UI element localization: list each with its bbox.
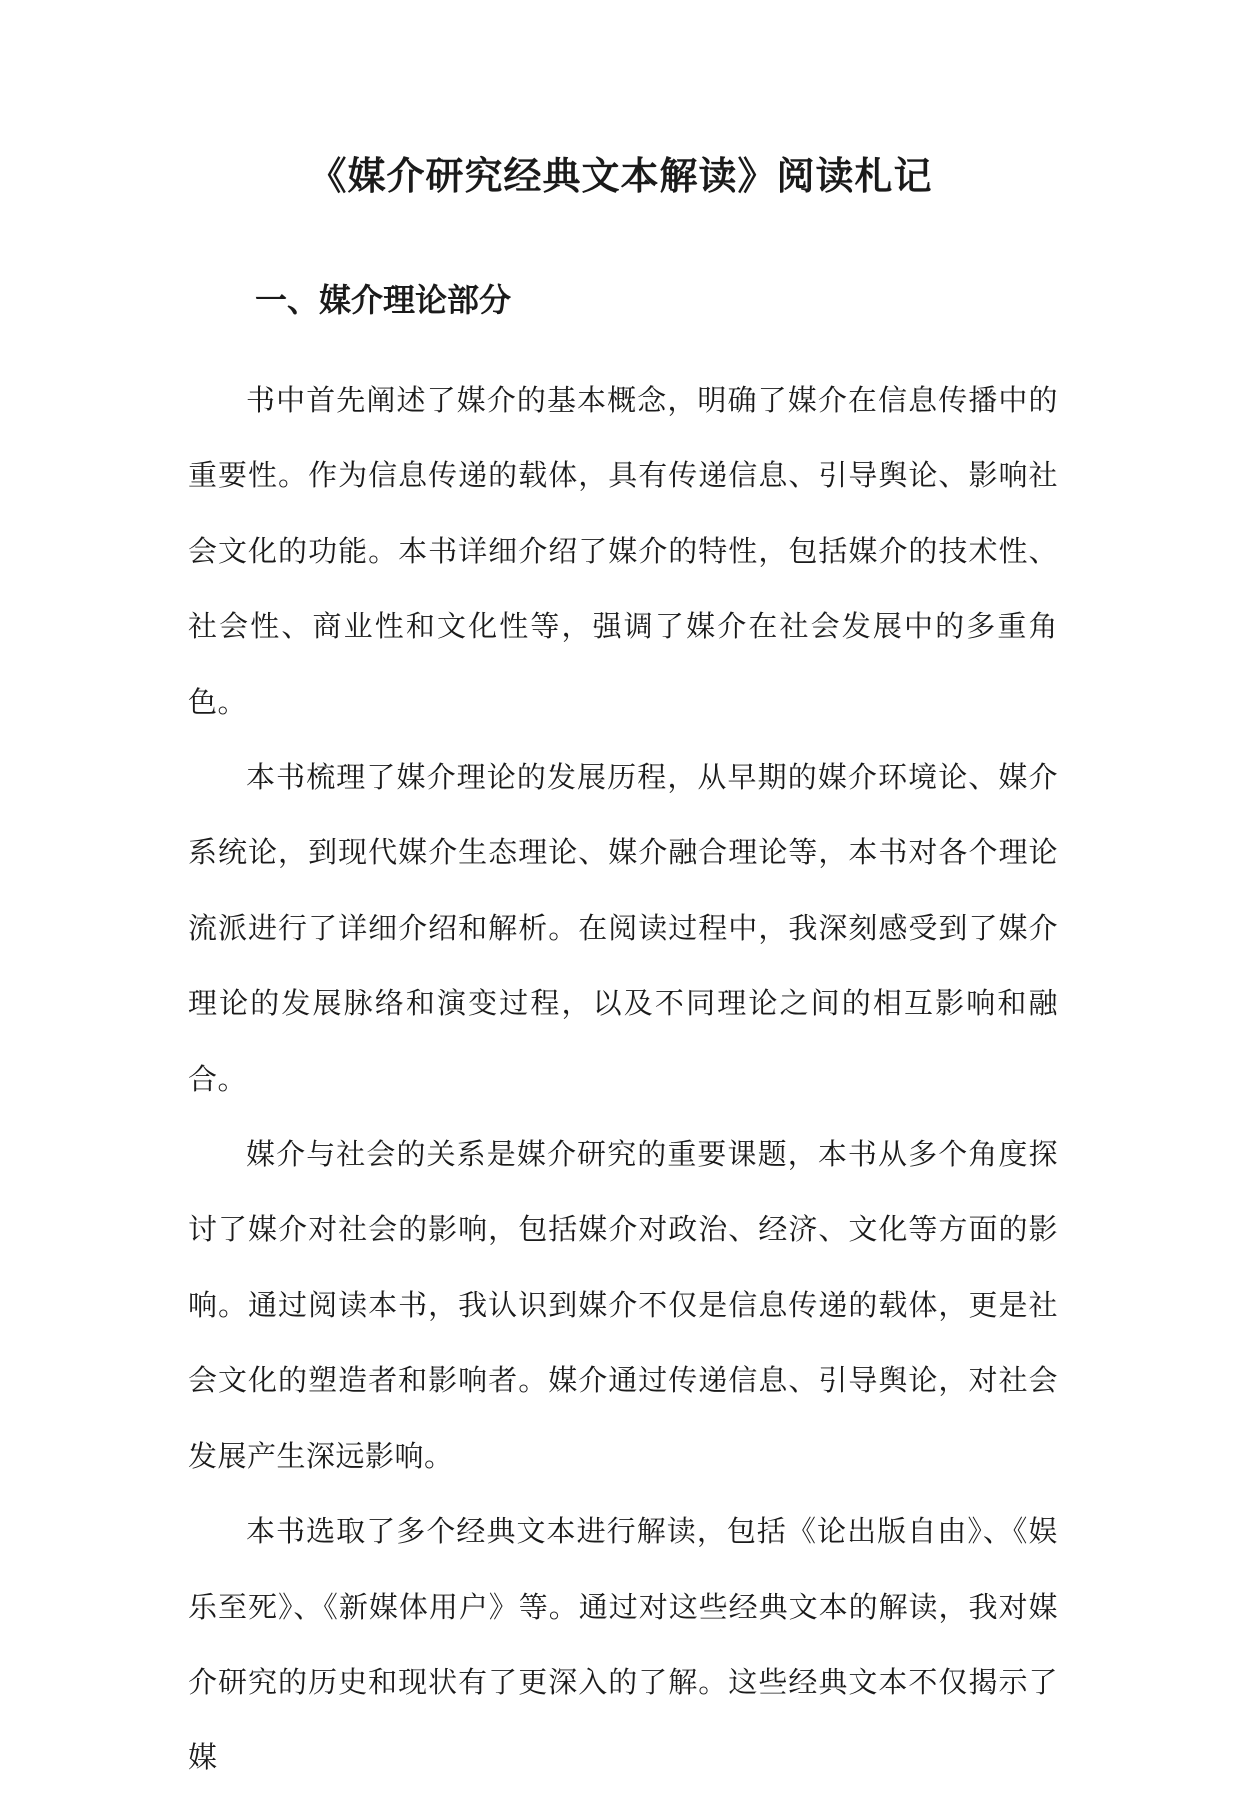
paragraph: 书中首先阐述了媒介的基本概念，明确了媒介在信息传播中的重要性。作为信息传递的载体，具有传递信息、引导舆论、影响社会文化的功能。本书详细介绍了媒介的特性，包括媒介的技术性、社会性、商业性和文化性等，强调了媒介在社会发展中的多重角色。 bbox=[188, 383, 1058, 719]
document-title: 《媒介研究经典文本解读》阅读札记 bbox=[308, 154, 933, 198]
body-text bbox=[188, 363, 1058, 1796]
paragraph: 媒介与社会的关系是媒介研究的重要课题，本书从多个角度探讨了媒介对社会的影响，包括媒介对政治、经济、文化等方面的影响。通过阅读本书，我认识到媒介不仅是信息传递的载体，更是社会文化的塑造者和影响者。媒介通过传递信息、引导舆论，对社会发展产生深远影响。 bbox=[188, 1137, 1058, 1473]
paragraph: 本书选取了多个经典文本进行解读，包括《论出版自由》、《娱乐至死》、《新媒体用户》等。通过对这些经典文本的解读，我对媒介研究的历史和现状有了更深入的了解。这些经典文本不仅揭示了媒 bbox=[188, 1514, 1058, 1775]
paragraph: 本书梳理了媒介理论的发展历程，从早期的媒介环境论、媒介系统论，到现代媒介生态理论、媒介融合理论等，本书对各个理论流派进行了详细介绍和解析。在阅读过程中，我深刻感受到了媒介理论的发展脉络和演变过程，以及不同理论之间的相互影响和融合。 bbox=[188, 760, 1058, 1096]
section-heading: 一、媒介理论部分 bbox=[255, 281, 512, 319]
